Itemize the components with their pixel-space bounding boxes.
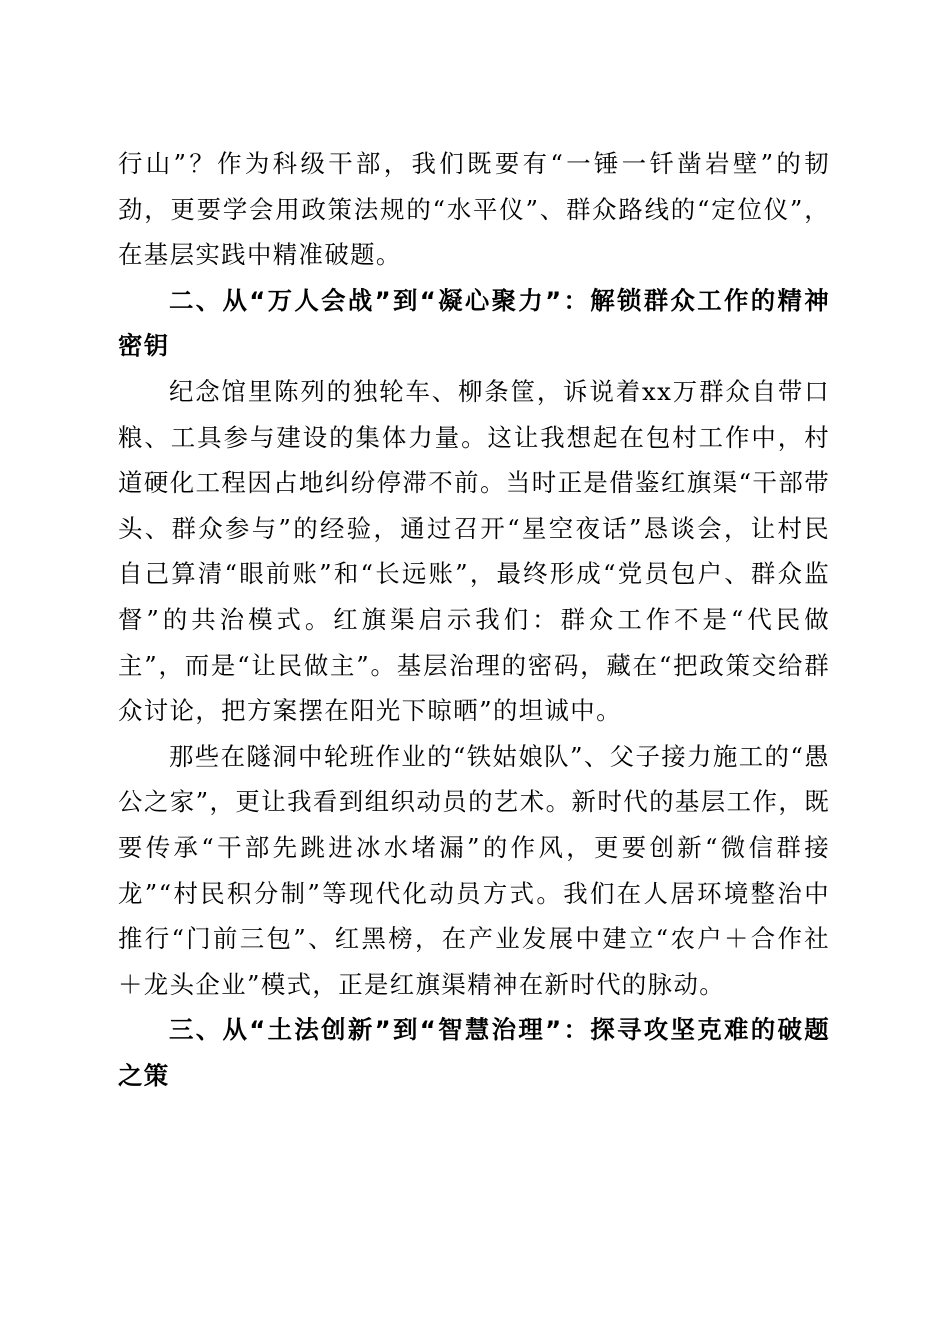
section-heading-two: 二、从“万人会战”到“凝心聚力”：解锁群众工作的精神密钥 xyxy=(118,285,830,361)
body-paragraph: 那些在隧洞中轮班作业的“铁姑娘队”、父子接力施工的“愚公之家”，更让我看到组织动员的艺术。新时代的基层工作，既要传承“干部先跳进冰水堵漏”的作风，更要创新“微信群接龙”“村民积分制”等现代化动员方式。我们在人居环境整治中推行“门前三包”、红黑榜，在产业发展中建立“农户＋合作社＋龙头企业”模式，正是红旗渠精神在新时代的脉动。 xyxy=(118,741,830,999)
document-body xyxy=(118,141,830,1098)
section-heading-three: 三、从“土法创新”到“智慧治理”：探寻攻坚克难的破题之策 xyxy=(118,1015,830,1090)
body-paragraph-continuation: 行山”？作为科级干部，我们既要有“一锤一钎凿岩壁”的韧劲，更要学会用政策法规的“水平仪”、群众路线的“定位仪”，在基层实践中精准破题。 xyxy=(118,149,830,270)
body-paragraph: 纪念馆里陈列的独轮车、柳条筐，诉说着xx万群众自带口粮、工具参与建设的集体力量。这让我想起在包村工作中，村道硬化工程因占地纠纷停滞不前。当时正是借鉴红旗渠“干部带头、群众参与”的经验，通过召开“星空夜话”恳谈会，让村民自己算清“眼前账”和“长远账”，最终形成“党员包户、群众监督”的共治模式。红旗渠启示我们：群众工作不是“代民做主”，而是“让民做主”。基层治理的密码，藏在“把政策交给群众讨论，把方案摆在阳光下晾晒”的坦诚中。 xyxy=(118,376,830,726)
